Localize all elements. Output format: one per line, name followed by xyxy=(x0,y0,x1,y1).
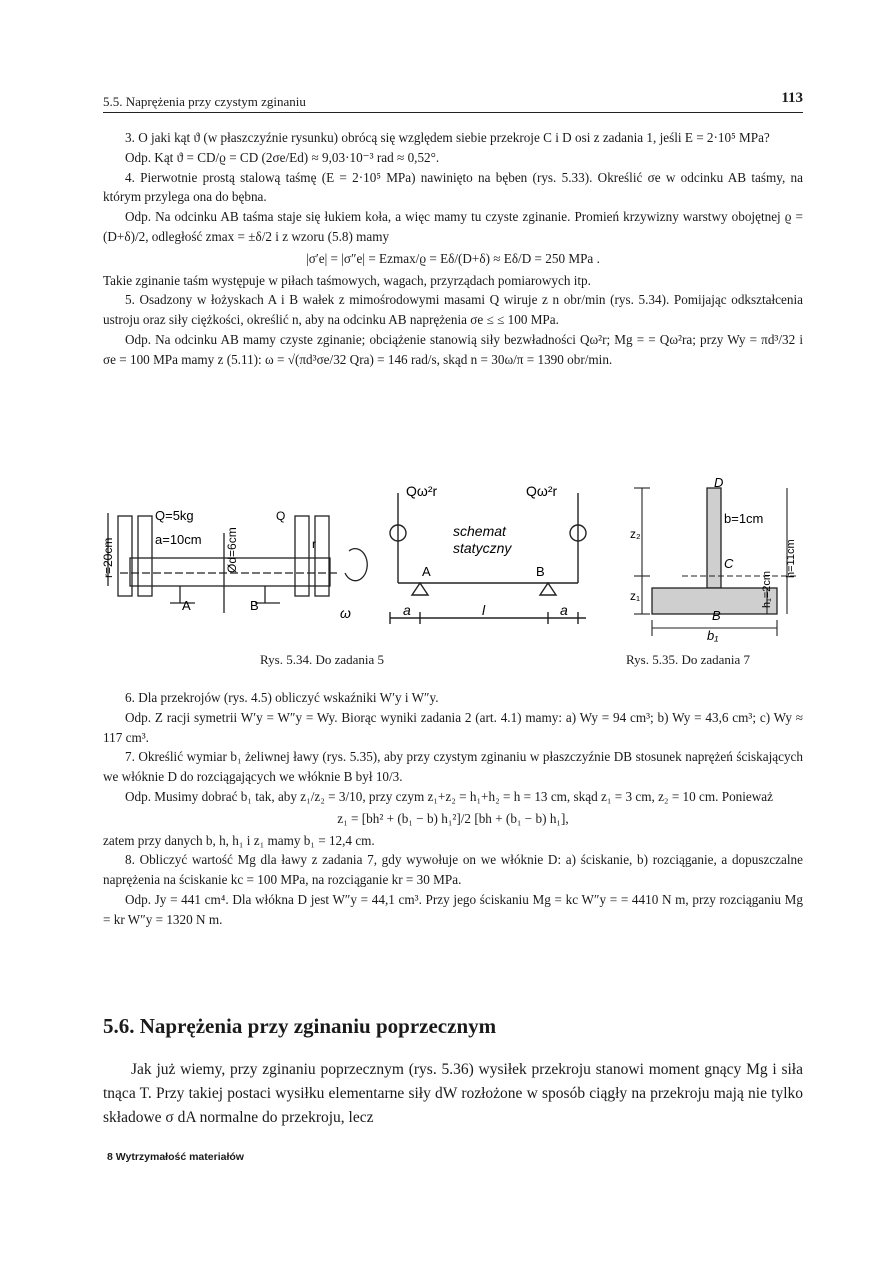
formula: |σ′e| = |σ″e| = Ezmax/ϱ = Eδ/(D+δ) ≈ Eδ/D = 250 MPa . xyxy=(306,250,600,266)
omega-label: ω xyxy=(340,605,351,621)
fiber-b-label: B xyxy=(712,608,721,623)
figure-5-34 xyxy=(100,478,600,648)
running-head: 5.5. Naprężenia przy czystym zginaniu xyxy=(103,94,306,109)
centroid-c-label: C xyxy=(724,556,734,571)
paragraph: 6. Dla przekrojów (rys. 4.5) obliczyć wskaźniki W′y i W″y. xyxy=(125,690,439,705)
paragraph: Odp. Musimy dobrać b₁ tak, aby z₁/z₂ = 3/10, przy czym z₁+z₂ = h₁+h₂ = h = 13 cm, skąd z₁ = 3 cm, z₂ = 10 cm. Ponieważ xyxy=(125,788,774,804)
paragraph: Jak już wiemy, przy zginaniu poprzecznym (rys. 5.36) wysiłek przekroju stanowi moment gnący Mg i siła tnąca T. Przy takiej postaci wysiłku elementarne siły dW rozłożone w sposób ciągły na przekroju mają nie tylko składowe σ dA normalne do przekroju, lecz xyxy=(103,1061,803,1126)
h-label: h=11cm xyxy=(785,539,797,578)
support-b-label: B xyxy=(536,564,545,579)
r-radius-label: r=20cm xyxy=(101,537,115,578)
z2-label: z₂ xyxy=(630,527,641,541)
a-distance-label: a=10cm xyxy=(155,532,202,547)
q-mass-label: Q=5kg xyxy=(155,508,194,523)
paragraph: 5. Osadzony w łożyskach A i B wałek z mimośrodowymi masami Q wiruje z n obr/min (rys. 5.34). Pomijając odkształcenia ustroju oraz siły ciężkości, określić n, aby na odcinku AB naprężenia σe ≤ ≤ 100 MPa. xyxy=(103,292,803,328)
support-a-label: A xyxy=(422,564,431,579)
force-right-label: Qω²r xyxy=(526,483,558,499)
figure-5-35 xyxy=(612,478,802,648)
paragraph: 3. O jaki kąt ϑ (w płaszczyźnie rysunku) obrócą się względem siebie przekroje C i D osi z zadania 1, jeśli E = 2·10⁵ MPa? xyxy=(125,130,770,145)
z1-label: z₁ xyxy=(630,589,641,603)
section-body xyxy=(103,1058,803,1130)
q-label: Q xyxy=(276,509,286,523)
b-width-label: b=1cm xyxy=(724,511,764,526)
figure-5-34-caption: Rys. 5.34. Do zadania 5 xyxy=(260,652,385,667)
page-header xyxy=(103,90,803,113)
paragraph: Odp. Z racji symetrii W′y = W″y = Wy. Biorąc wyniki zadania 2 (art. 4.1) mamy: a) Wy = 94 cm³; b) Wy = 43,6 cm³; c) Wy ≈ 117 cm³. xyxy=(103,709,803,745)
paragraph: Takie zginanie taśm występuje w piłach taśmowych, wagach, przyrządach pomiarowych itp. xyxy=(103,272,591,288)
paragraph: Odp. Na odcinku AB mamy czyste zginanie; obciążenie stanowią siły bezwładności Qω²r; Mg = = Qω²ra; przy Wy = πd³/32 i σe = 100 MPa mamy z (5.11): ω = √(πd³σe/32 Qra) = 146 rad/s, skąd n = 30ω/π = 1390 obr/min. xyxy=(103,331,803,367)
paragraph: zatem przy danych b, h, h₁ i z₁ mamy b₁ = 12,4 cm. xyxy=(103,832,375,848)
section-title: 5.6. Naprężenia przy zginaniu poprzecznym xyxy=(103,1014,497,1038)
force-left-label: Qω²r xyxy=(406,483,438,499)
span-l: l xyxy=(482,602,486,618)
bearing-b-label: B xyxy=(250,598,259,613)
h1-label: h₁=2cm xyxy=(761,570,773,608)
figure-5-35-caption: Rys. 5.35. Do zadania 7 xyxy=(626,652,751,667)
paragraph: Odp. Jy = 441 cm⁴. Dla włókna D jest W″y = 44,1 cm³. Przy jego ściskaniu Mg = kc W″y = = 4410 N m, przy rozciąganiu Mg = kr W″y = 1320 N m. xyxy=(103,891,803,927)
fiber-d-label: D xyxy=(714,478,724,490)
formula: z₁ = [bh² + (b₁ − b) h₁²]/2 [bh + (b₁ − b) h₁], xyxy=(337,810,569,826)
bearing-a-label: A xyxy=(182,598,191,613)
page-number: 113 xyxy=(781,90,803,106)
figure-5-35-drawing xyxy=(612,478,802,648)
top-text-block xyxy=(103,128,803,370)
scheme-label-1: schemat xyxy=(453,523,506,539)
scheme-label-2: statyczny xyxy=(453,540,512,556)
span-a-left: a xyxy=(403,602,411,618)
mid-text-block xyxy=(103,688,803,930)
paragraph: 4. Pierwotnie prostą stalową taśmę (E = 2·10⁵ MPa) nawinięto na bęben (rys. 5.33). Określić σe w odcinku AB taśmy, na którym przylega ona do bębna. xyxy=(103,169,803,205)
paragraph: Odp. Kąt ϑ = CD/ϱ = CD (2σe/Ed) ≈ 9,03·10⁻³ rad ≈ 0,52°. xyxy=(125,149,440,165)
footer: 8 Wytrzymałość materiałów xyxy=(107,1151,244,1163)
paragraph: 7. Określić wymiar b₁ żeliwnej ławy (rys. 5.35), aby przy czystym zginaniu w płaszczyźnie DB stosunek naprężeń ściskających we włóknie D do rozciągających we włóknie B był 10/3. xyxy=(103,749,803,785)
paragraph: 8. Obliczyć wartość Mg dla ławy z zadania 7, gdy wywołuje on we włóknie D: a) ściskanie, b) rozciąganie, a dopuszczalne naprężenia na ściskanie kc = 100 MPa, na rozciąganie kr = 30 MPa. xyxy=(103,852,803,888)
span-a-right: a xyxy=(560,602,568,618)
diameter-label: Ød=6cm xyxy=(225,527,239,573)
figure-5-34-drawing xyxy=(100,478,600,648)
paragraph: Odp. Na odcinku AB taśma staje się łukiem koła, a więc mamy tu czyste zginanie. Promień krzywizny warstwy obojętnej ϱ = (D+δ)/2, odległość zmax = ±δ/2 i z wzoru (5.8) mamy xyxy=(103,209,803,244)
r-label: r xyxy=(312,537,316,551)
b1-label: b₁ xyxy=(707,628,719,643)
